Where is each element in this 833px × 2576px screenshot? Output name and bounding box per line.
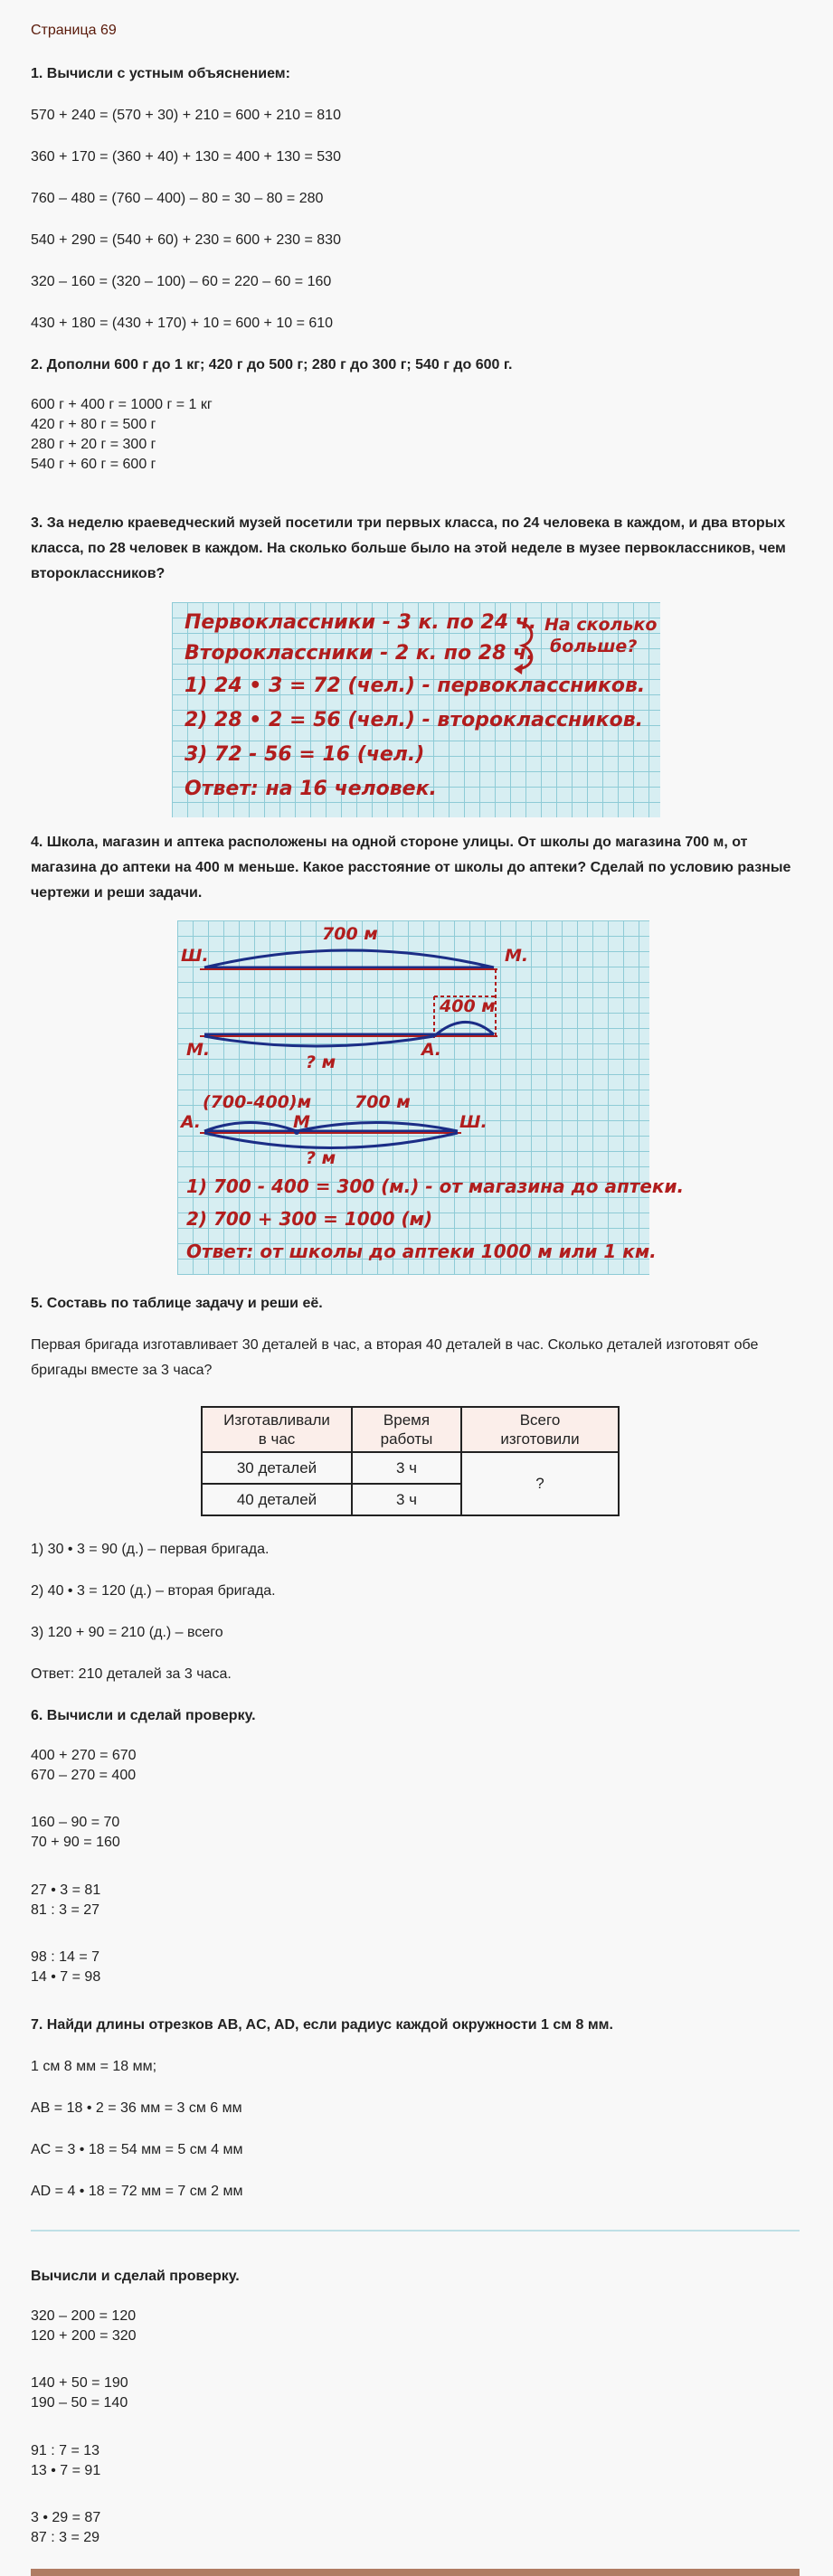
label-school-3: Ш.: [459, 1112, 487, 1132]
header-text: работы: [380, 1430, 433, 1448]
task1-header: 1. Вычисли с устным объяснением:: [31, 66, 290, 81]
task1-line: 570 + 240 = (570 + 30) + 210 = 600 + 210 = 810: [31, 108, 341, 123]
dist-700: 700 м: [322, 924, 378, 944]
task4-header: 4. Школа, магазин и аптека расположены на одной стороне улицы. От школы до магазина 700 м, от магазина до аптеки на 400 м меньше. Какое расстояние от школы до аптеки? Сделай по условию разные чертежи и реши задачи.: [31, 835, 791, 901]
label-school: Ш.: [181, 946, 209, 966]
task4-solution-image: [177, 920, 685, 1275]
check: 14 • 7 = 98: [31, 1969, 101, 1985]
task5-header: 5. Составь по таблице задачу и реши её.: [31, 1296, 323, 1311]
task7-line: AB = 18 • 2 = 36 мм = 3 см 6 мм: [31, 2100, 242, 2116]
equation: 400 + 270 = 670: [31, 1748, 137, 1763]
page-title: Страница 69: [31, 23, 117, 38]
task2-lines: [31, 395, 213, 475]
task7-line: 1 см 8 мм = 18 мм;: [31, 2059, 157, 2074]
question-2: ? м: [306, 1148, 336, 1168]
header-text: Всего: [519, 1411, 561, 1429]
task6-group: [31, 1881, 100, 1920]
table-cell: 3 ч: [352, 1452, 461, 1484]
task5-line: 1) 30 • 3 = 90 (д.) – первая бригада.: [31, 1542, 270, 1557]
footer-bar: [31, 2569, 800, 2576]
task7-line: AC = 3 • 18 = 54 мм = 5 см 4 мм: [31, 2142, 243, 2157]
task3-header: 3. За неделю краеведческий музей посетили три первых класса, по 24 человека в каждом, и два вторых класса, по 28 человек в каждом. На сколько больше было на этой неделе в музее первоклассников, чем второклассников?: [31, 515, 786, 581]
task1-line: 430 + 180 = (430 + 170) + 10 = 600 + 10 = 610: [31, 316, 334, 331]
header-text: Изготавливали: [223, 1411, 330, 1429]
header-text: изготовили: [500, 1430, 580, 1448]
extra-group: [31, 2441, 100, 2481]
task6-group: [31, 1813, 120, 1853]
task2-header: 2. Дополни 600 г до 1 кг; 420 г до 500 г; 280 г до 300 г; 540 г до 600 г.: [31, 357, 513, 373]
label-shop: М.: [505, 946, 529, 966]
col-header-per-hour: [202, 1407, 352, 1452]
task3-note2: больше?: [550, 637, 638, 656]
label-shop-3: М: [293, 1112, 310, 1132]
task4-step2: 2) 700 + 300 = 1000 (м): [186, 1208, 433, 1230]
table-cell-total: ?: [461, 1452, 619, 1515]
task6-group: [31, 1948, 100, 1987]
task7-line: AD = 4 • 18 = 72 мм = 7 см 2 мм: [31, 2184, 243, 2199]
equation: 91 : 7 = 13: [31, 2443, 100, 2458]
label-pharmacy: А.: [421, 1040, 441, 1060]
check: 190 – 50 = 140: [31, 2395, 128, 2411]
task2-line: 280 г + 20 г = 300 г: [31, 437, 156, 452]
task3-solution-image: [172, 602, 660, 817]
check: 13 • 7 = 91: [31, 2463, 101, 2478]
extra-group: [31, 2307, 137, 2346]
header-text: Время: [383, 1411, 431, 1429]
task4-answer: Ответ: от школы до аптеки 1000 м или 1 км.: [186, 1241, 657, 1262]
task1-line: 320 – 160 = (320 – 100) – 60 = 220 – 60 = 160: [31, 274, 332, 289]
header-text: в час: [258, 1430, 296, 1448]
task7-header: 7. Найди длины отрезков AB, AC, AD, если радиус каждой окружности 1 см 8 мм.: [31, 2017, 613, 2033]
label-pharmacy-3: А.: [181, 1112, 201, 1132]
curly-arrow-icon: [514, 615, 541, 678]
equation: 27 • 3 = 81: [31, 1882, 101, 1898]
table-cell: 3 ч: [352, 1484, 461, 1515]
task3-line1: Первоклассники - 3 к. по 24 ч.: [185, 611, 537, 634]
expr-300: (700-400)м: [203, 1092, 312, 1112]
task3-step3: 3) 72 - 56 = 16 (чел.): [185, 743, 425, 766]
label-shop-2: М.: [186, 1040, 211, 1060]
col-header-total: [461, 1407, 619, 1452]
check: 70 + 90 = 160: [31, 1835, 120, 1850]
task3-note1: На сколько: [544, 615, 658, 635]
equation: 140 + 50 = 190: [31, 2375, 128, 2391]
task1-line: 760 – 480 = (760 – 400) – 80 = 30 – 80 = 280: [31, 191, 324, 206]
section-divider: [31, 2230, 800, 2232]
check: 670 – 270 = 400: [31, 1768, 137, 1783]
task2-line: 420 г + 80 г = 500 г: [31, 417, 156, 432]
dist-400: 400 м: [440, 996, 496, 1016]
check: 120 + 200 = 320: [31, 2328, 137, 2344]
equation: 3 • 29 = 87: [31, 2510, 101, 2525]
check: 81 : 3 = 27: [31, 1902, 100, 1918]
task1-line: 540 + 290 = (540 + 60) + 230 = 600 + 230 = 830: [31, 232, 341, 248]
dist-700-b: 700 м: [355, 1092, 411, 1112]
check: 87 : 3 = 29: [31, 2530, 100, 2545]
task3-step1: 1) 24 • 3 = 72 (чел.) - первоклассников.: [185, 675, 646, 697]
col-header-time: [352, 1407, 461, 1452]
task1-line: 360 + 170 = (360 + 40) + 130 = 400 + 130 = 530: [31, 149, 341, 165]
task2-line: 600 г + 400 г = 1000 г = 1 кг: [31, 397, 213, 412]
task3-line2: Второклассники - 2 к. по 28 ч.: [185, 642, 535, 665]
equation: 160 – 90 = 70: [31, 1815, 120, 1830]
equation: 320 – 200 = 120: [31, 2308, 137, 2324]
extra-header: Вычисли и сделай проверку.: [31, 2269, 240, 2284]
question-1: ? м: [306, 1052, 336, 1072]
task5-line: 2) 40 • 3 = 120 (д.) – вторая бригада.: [31, 1583, 276, 1599]
task5-problem: Первая бригада изготавливает 30 деталей в час, а вторая 40 деталей в час. Сколько деталей изготовят обе бригады вместе за 3 часа?: [31, 1337, 759, 1378]
extra-group: [31, 2373, 128, 2413]
extra-group: [31, 2508, 100, 2548]
task6-group: [31, 1746, 137, 1786]
task4-step1: 1) 700 - 400 = 300 (м.) - от магазина до аптеки.: [186, 1175, 685, 1197]
task5-table: [201, 1406, 620, 1516]
task2-line: 540 г + 60 г = 600 г: [31, 457, 156, 472]
equation: 98 : 14 = 7: [31, 1949, 100, 1965]
task6-header: 6. Вычисли и сделай проверку.: [31, 1708, 256, 1723]
table-cell: 30 деталей: [202, 1452, 352, 1484]
task3-step2: 2) 28 • 2 = 56 (чел.) - второклассников.: [185, 709, 643, 731]
task3-answer: Ответ: на 16 человек.: [185, 778, 437, 800]
table-cell: 40 деталей: [202, 1484, 352, 1515]
task5-line: 3) 120 + 90 = 210 (д.) – всего: [31, 1625, 223, 1640]
task5-line: Ответ: 210 деталей за 3 часа.: [31, 1666, 232, 1682]
